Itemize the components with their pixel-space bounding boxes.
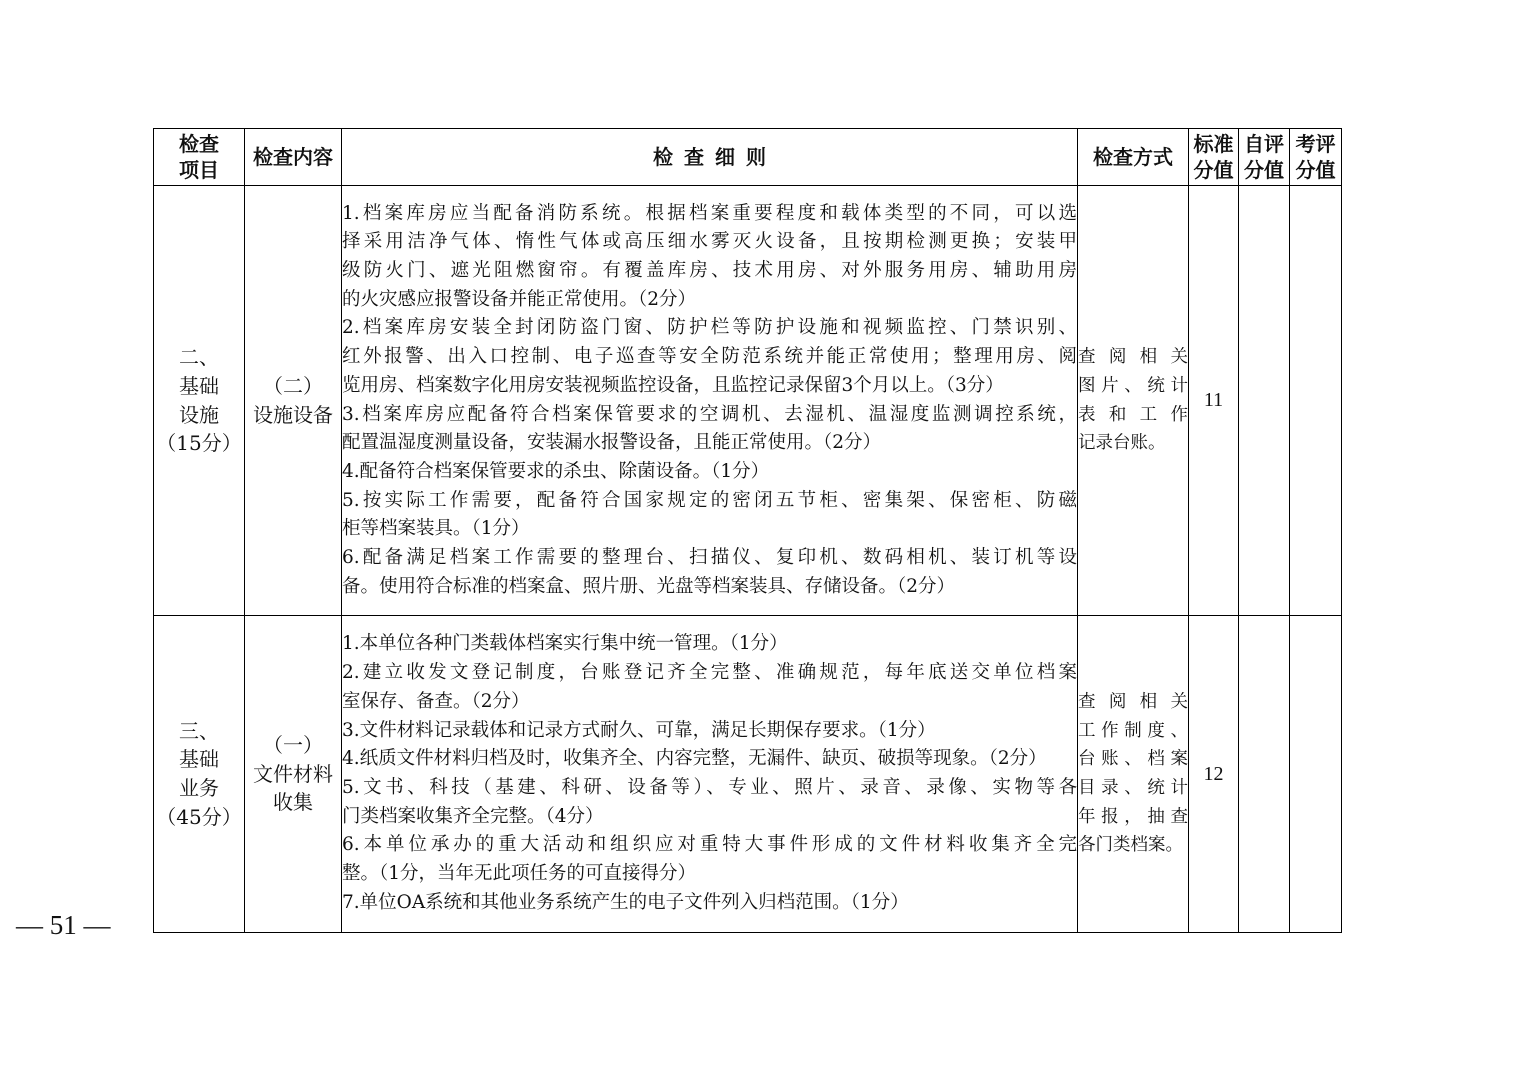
item-line: 基础 bbox=[179, 373, 219, 398]
header-line: 检查细则 bbox=[653, 145, 777, 169]
detail-line: 红外报警、出入口控制、电子巡查等安全防范系统并能正常使用；整理用房、阅 bbox=[342, 346, 1077, 368]
header-check-content bbox=[245, 129, 342, 186]
detail-item bbox=[342, 401, 1077, 458]
content-cell bbox=[245, 616, 342, 933]
standard-score: 11 bbox=[1203, 389, 1224, 411]
self-score-cell bbox=[1239, 616, 1290, 933]
item-line: 二、 bbox=[179, 345, 219, 370]
detail-item bbox=[342, 200, 1077, 315]
detail-line: 的火灾感应报警设备并能正常使用。（2分） bbox=[342, 288, 697, 310]
standard-score: 12 bbox=[1203, 762, 1224, 785]
method-cell bbox=[1078, 616, 1189, 933]
method-line: 年报，抽查 bbox=[1078, 806, 1188, 827]
table-row bbox=[154, 186, 1342, 616]
header-line: 检查内容 bbox=[253, 145, 333, 169]
item-cell bbox=[154, 186, 245, 616]
detail-line: 5.按实际工作需要，配备符合国家规定的密闭五节柜、密集架、保密柜、防磁 bbox=[342, 489, 1077, 511]
detail-line: 3.档案库房应配备符合档案保管要求的空调机、去湿机、温湿度监测调控系统， bbox=[342, 403, 1077, 425]
content-line: 设施设备 bbox=[253, 402, 333, 427]
self-score-cell bbox=[1239, 186, 1290, 616]
method-line: 查阅相关 bbox=[1078, 691, 1188, 712]
method-line: 记录台账。 bbox=[1078, 433, 1166, 454]
detail-line: 室保存、备查。（2分） bbox=[342, 690, 530, 712]
detail-line: 配置温湿度测量设备，安装漏水报警设备，且能正常使用。（2分） bbox=[342, 432, 882, 454]
header-line: 分值 bbox=[1193, 158, 1234, 182]
standard-score-cell bbox=[1189, 616, 1239, 933]
method-line: 各门类档案。 bbox=[1078, 835, 1183, 856]
detail-line: 5.文书、科技（基建、科研、设备等）、专业、照片、录音、录像、实物等各 bbox=[342, 777, 1077, 798]
detail-line: 6.配备满足档案工作需要的整理台、扫描仪、复印机、数码相机、装订机等设 bbox=[342, 547, 1077, 569]
detail-line: 3.文件材料记录载体和记录方式耐久、可靠，满足长期保存要求。（1分） bbox=[342, 719, 936, 741]
detail-item bbox=[342, 831, 1077, 888]
item-line: 三、 bbox=[179, 718, 219, 743]
content-line: （一） bbox=[263, 732, 323, 757]
header-check-detail bbox=[342, 129, 1078, 186]
header-line: 自评 bbox=[1244, 132, 1284, 156]
detail-item bbox=[342, 717, 1077, 746]
detail-line: 1.本单位各种门类载体档案实行集中统一管理。（1分） bbox=[342, 633, 788, 655]
detail-line: 4.配备符合档案保管要求的杀虫、除菌设备。（1分） bbox=[342, 460, 770, 482]
detail-line: 览用房、档案数字化用房安装视频监控设备，且监控记录保留3个月以上。（3分） bbox=[342, 374, 1004, 396]
standard-score-cell bbox=[1189, 186, 1239, 616]
header-check-method bbox=[1078, 129, 1189, 186]
content-line: 文件材料 bbox=[253, 761, 333, 786]
method-line: 图片、统计 bbox=[1078, 375, 1188, 396]
header-line: 检查方式 bbox=[1093, 145, 1173, 169]
header-row bbox=[154, 129, 1342, 186]
detail-item bbox=[342, 487, 1077, 544]
inspection-table bbox=[153, 128, 1342, 933]
header-line: 项目 bbox=[179, 158, 219, 182]
detail-line: 2.建立收发文登记制度，台账登记齐全完整、准确规范，每年底送交单位档案 bbox=[342, 662, 1077, 684]
header-standard-score bbox=[1189, 129, 1239, 186]
detail-item bbox=[342, 630, 1077, 659]
item-line: 基础 bbox=[179, 747, 219, 772]
header-review-score bbox=[1290, 129, 1342, 186]
header-line: 标准 bbox=[1193, 132, 1234, 156]
method-line: 查阅相关 bbox=[1078, 347, 1188, 368]
detail-line: 7.单位OA系统和其他业务系统产生的电子文件列入归档范围。（1分） bbox=[342, 891, 909, 913]
header-line: 考评 bbox=[1295, 132, 1336, 156]
header-line: 分值 bbox=[1244, 158, 1284, 182]
detail-cell bbox=[342, 186, 1078, 616]
detail-line: 1.档案库房应当配备消防系统。根据档案重要程度和载体类型的不同，可以选 bbox=[342, 202, 1077, 224]
detail-line: 门类档案收集齐全完整。（4分） bbox=[342, 805, 604, 827]
review-score-cell bbox=[1290, 186, 1342, 616]
content-cell bbox=[245, 186, 342, 616]
detail-item bbox=[342, 774, 1077, 831]
detail-item bbox=[342, 458, 1077, 487]
item-cell bbox=[154, 616, 245, 933]
detail-line: 备。使用符合标准的档案盒、照片册、光盘等档案装具、存储设备。（2分） bbox=[342, 575, 956, 597]
detail-line: 4.纸质文件材料归档及时，收集齐全、内容完整，无漏件、缺页、破损等现象。（2分） bbox=[342, 748, 1047, 770]
item-line: 设施 bbox=[179, 402, 219, 427]
content-line: 收集 bbox=[273, 790, 313, 815]
item-line: 业务 bbox=[179, 776, 219, 800]
detail-line: 整。（1分，当年无此项任务的可直接得分） bbox=[342, 863, 697, 885]
detail-line: 6.本单位承办的重大活动和组织应对重特大事件形成的文件材料收集齐全完 bbox=[342, 834, 1077, 856]
method-line: 表和工作 bbox=[1078, 404, 1188, 425]
header-line: 检查 bbox=[179, 132, 219, 156]
detail-item bbox=[342, 314, 1077, 400]
method-line: 目录、统计 bbox=[1078, 778, 1188, 798]
detail-line: 择采用洁净气体、惰性气体或高压细水雾灭火设备，且按期检测更换；安装甲 bbox=[342, 231, 1077, 253]
detail-line: 级防火门、遮光阻燃窗帘。有覆盖库房、技术用房、对外服务用房、辅助用房 bbox=[342, 259, 1077, 281]
detail-item bbox=[342, 544, 1077, 601]
detail-cell bbox=[342, 616, 1078, 933]
method-cell bbox=[1078, 186, 1189, 616]
detail-item bbox=[342, 889, 1077, 918]
item-line: （15分） bbox=[156, 431, 242, 456]
header-line: 分值 bbox=[1295, 158, 1336, 182]
header-check-item bbox=[154, 129, 245, 186]
header-self-score bbox=[1239, 129, 1290, 186]
page-number: — 51 — bbox=[16, 910, 111, 940]
review-score-cell bbox=[1290, 616, 1342, 933]
method-line: 台账、档案 bbox=[1078, 749, 1188, 770]
detail-item bbox=[342, 745, 1077, 774]
method-line: 工作制度、 bbox=[1078, 720, 1188, 741]
detail-line: 柜等档案装具。（1分） bbox=[342, 518, 530, 540]
table-row bbox=[154, 616, 1342, 933]
detail-item bbox=[342, 659, 1077, 716]
detail-line: 2.档案库房安装全封闭防盗门窗、防护栏等防护设施和视频监控、门禁识别、 bbox=[342, 317, 1077, 339]
item-line: （45分） bbox=[156, 804, 242, 829]
content-line: （二） bbox=[263, 373, 323, 398]
